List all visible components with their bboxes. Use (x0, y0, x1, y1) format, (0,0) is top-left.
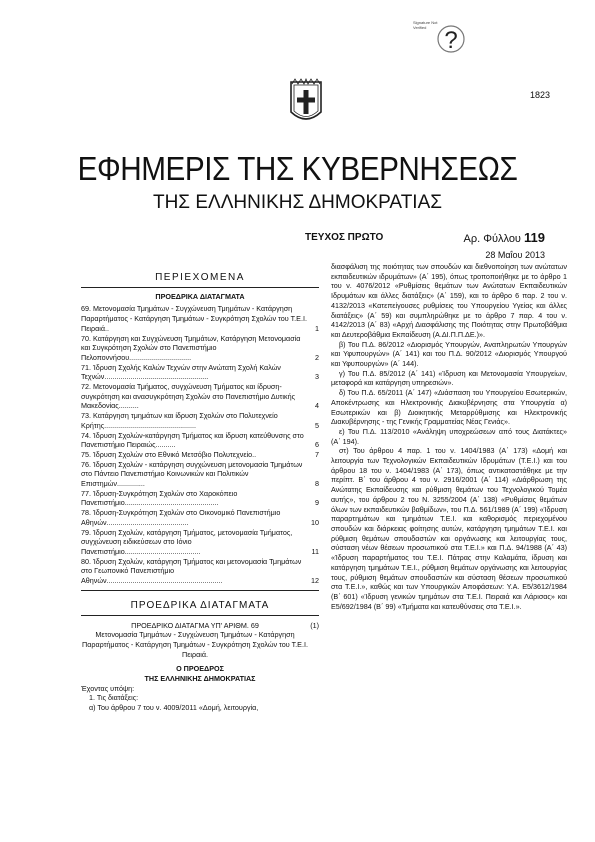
contents-item-text: 73. Κατάργηση τμημάτων και ίδρυση Σχολών στο Πολυτεχνείο Κρήτης.............................................. (81, 411, 278, 430)
contents-item-page: 6 (315, 440, 319, 450)
page-number: 1823 (529, 90, 550, 100)
contents-item-page: 4 (315, 401, 319, 411)
contents-item-page: 12 (311, 576, 319, 586)
president-heading (81, 664, 319, 683)
president-line-2: ΤΗΣ ΕΛΛΗΝΙΚΗΣ ΔΗΜΟΚΡΑΤΙΑΣ (144, 674, 256, 684)
decree-title: ΠΡΟΕΔΡΙΚΟ ΔΙΑΤΑΓΜΑ ΥΠ' ΑΡΙΘΜ. 69 (131, 620, 259, 630)
greek-coat-of-arms-icon (289, 78, 323, 126)
contents-item[interactable] (81, 557, 319, 586)
body-line: Έχοντας υπόψη: (81, 683, 135, 693)
divider (81, 590, 319, 591)
contents-item-text: 79. Ίδρυση Σχολών, κατάργηση Τμήματος, μετονομασία Τμήματος, συγχώνευση ειδικεύσεων στο Ιόνιο Πανεπιστήμιο...................................... (81, 527, 293, 556)
body-line: 1. Τις διατάξεις: (89, 693, 139, 703)
contents-heading: ΠΕΡΙΕΧΟΜΕΝΑ (155, 272, 245, 283)
body-paragraph: στ) Του άρθρου 4 παρ. 1 του ν. 1404/1983 (Α΄ 173) «Δομή και λειτουργία των Τεχνολογικών Εκπαιδευτικών Ιδρυμάτων (Τ.Ε.Ι.) και του άρθρου 18 του ν. 1404/1983 (Α΄ 173), όπως αντικαταστάθηκε με την περίπτ. Β΄ του άρθρου 4 του ν. 2916/2001 (Α΄ 114) «Διάρθρωση της Ανώτατης Εκπαίδευσης και ρύθμιση θεμάτων του Τεχνολογικού Τομέα αυτής», του άρθρου 2 του Ν. 3255/2004 (Α΄ 138) «Ρυθμίσεις θεμάτων όλων των εκπαιδευτικών βαθμίδων», του Π.Δ. 561/1989 (Α΄ 199) «Ίδρυση παραρτημάτων και τμημάτων Τ.Ε.Ι. και καθορισμός περιεχομένου σπουδών και διάρκειας φοίτησης αυτών, κατάργηση τμημάτων Τ.Ε.Ι. και ρύθμιση θεμάτων σπουδαστών και οργάνωσης και λειτουργίας τους, σύσταση νέων θέσεων προσωπικού στα Τ.Ε.Ι.» και Π.Δ. 94/1988 (Α΄ 43) «Ίδρυση παραρτήματος του Τ.Ε.Ι. Πάτρας στην Καλαμάτα, ίδρυση και κατάργηση τμημάτων Τ.Ε.Ι., ρύθμιση θεμάτων οργάνωσης και λειτουργίας τους, ρύθμιση θεμάτων σπουδαστών και σύσταση θέσεων προσωπικού στα Τ.Ε.Ι.», καθώς και των Υπουργικών Αποφάσεων: Υ.Α. Ε5/3612/1984 (Β΄ 601) «Ίδρυση γενικών τμημάτων στα Τ.Ε.Ι. Πειραιά και Λάρισας» και Ε5/692/1984 (Β΄ 99) «Τμήματα και κατευθύνσεις στα Τ.Ε.Ι.». (331, 446, 567, 611)
sheet-number-value: 119 (524, 230, 545, 245)
contents-item-page: 10 (311, 517, 319, 527)
contents-item-text: 70. Κατάργηση και Συγχώνευση Τμημάτων, Κατάργηση Μετονομασία και Συγκρότηση Σχολών στο Πανεπιστήμιο Πελοποννήσου............................... (81, 333, 301, 362)
contents-item[interactable] (81, 382, 319, 411)
decree-marker: (1) (310, 620, 319, 630)
contents-item[interactable] (81, 460, 319, 489)
signature-check-icon (435, 22, 467, 56)
contents-item[interactable] (81, 411, 319, 430)
issue-date: 28 Μαΐου 2013 (485, 250, 545, 260)
contents-item-text: 72. Μετονομασία Τμήματος, συγχώνευση Τμήματος και ίδρυση-συγκρότηση και ανασυγκρότηση Σχολών στο Πανεπιστήμιο Δυτικής Μακεδονίας.......... (81, 382, 296, 411)
contents-item-page: 7 (315, 449, 319, 459)
decree-subject: Μετονομασία Τμημάτων - Συγχώνευση Τμημάτων - Κατάργηση Παραρτήματος - Κατάργηση Τμημάτων - Συγκρότηση Σχολών του Τ.Ε.Ι. Πειραιά. (82, 630, 308, 659)
divider (81, 615, 319, 616)
contents-item[interactable] (81, 431, 319, 450)
body-paragraph: γ) Του Π.Δ. 85/2012 (Α΄ 141) «Ίδρυση και Μετονομασία Υπουργείων, μεταφορά και κατάργηση υπηρεσιών». (331, 368, 567, 388)
president-line-1: Ο ΠΡΟΕΔΡΟΣ (176, 664, 224, 674)
gazette-subtitle: ΤΗΣ ΕΛΛΗΝΙΚΗΣ ΔΗΜΟΚΡΑΤΙΑΣ (152, 192, 443, 213)
decrees-section-heading: ΠΡΟΕΔΡΙΚΑ ΔΙΑΤΑΓΜΑΤΑ (130, 599, 270, 611)
contents-item-page: 2 (315, 352, 319, 362)
svg-text:?: ? (444, 27, 458, 54)
left-column (81, 267, 319, 713)
contents-item[interactable] (81, 304, 319, 333)
divider (81, 287, 319, 288)
sheet-number (463, 230, 545, 245)
contents-item[interactable] (81, 528, 319, 557)
body-paragraph: διασφάλιση της ποιότητας των σπουδών και διεθνοποίηση των ανώτατων εκπαιδευτικών ιδρυμάτων» (Α΄ 195), όπως τροποποιήθηκε με το άρθρο 1 του ν. 4076/2012 «Ρυθμίσεις θεμάτων των Ανώτατων Εκπαιδευτικών Ιδρυμάτων και άλλες διατάξεις» (Α΄ 159), και το άρθρο 6 παρ. 2 του ν. 4132/2013 «Κατεπείγουσες ρυθμίσεις του Υπουργείου Υγείας και άλλες διατάξεις» (Α΄ 59) και συμπληρώθηκε με το άρθρο 7 παρ. 4 του ν. 4142/2013 (Α΄ 83) «Αρχή Διασφάλισης της Ποιότητας στην Πρωτοβάθμια και Δευτεροβάθμια Εκπαίδευση (Α.ΔΙ.Π.Π.ΔΕ.)». (331, 262, 567, 339)
contents-item[interactable] (81, 450, 319, 460)
body-paragraph: δ) Του Π.Δ. 65/2011 (Α΄ 147) «Διάσπαση του Υπουργείου Εσωτερικών, Αποκέντρωσης και Ηλεκτρονικής Διακυβέρνησης στα Υπουργεία α) Εσωτερικών και β) Διοικητικής Μεταρρύθμισης και Ηλεκτρονικής Διακυβέρνησης - της Γενικής Γραμματείας Νέας Γενιάς». (331, 388, 567, 427)
decree-heading (81, 621, 309, 660)
contents-item-text: 69. Μετονομασία Τμημάτων - Συγχώνευση Τμημάτων - Κατάργηση Παραρτήματος - Κατάργηση Τμημάτων - Συγκρότηση Σχολών του Τ.Ε.Ι. Πειραιά.. (81, 304, 307, 333)
gazette-title: ΕΦΗΜΕΡΙΣ ΤΗΣ ΚΥΒΕΡΝΗΣΕΩΣ (77, 150, 518, 187)
contents-item-text: 74. Ίδρυση Σχολών-κατάργηση Τμήματος και ίδρυση κατεύθυνσης στο Πανεπιστήμιο Πειραιώς.......... (81, 430, 304, 450)
right-column (331, 262, 567, 611)
contents-subheading: ΠΡΟΕΔΡΙΚΑ ΔΙΑΤΑΓΜΑΤΑ (155, 291, 245, 301)
contents-item-text: 78. Ίδρυση-Συγκρότηση Σχολών στο Οικονομικό Πανεπιστήμιο Αθηνών......................................... (81, 508, 281, 527)
contents-item-page: 11 (311, 546, 319, 556)
body-line: α) Του άρθρου 7 του ν. 4009/2011 «Δομή, λειτουργία, (89, 703, 259, 713)
decree-header (81, 621, 319, 660)
contents-item-page: 1 (315, 323, 319, 333)
contents-item-text: 80. Ίδρυση Σχολών, κατάργηση Τμήματος και μετονομασία Τμημάτων στο Γεωπονικό Πανεπιστήμιο Αθηνών.......................................................... (81, 556, 302, 586)
contents-item-text: 77. Ίδρυση-Συγκρότηση Σχολών στο Χαροκόπειο Πανεπιστήμιο............................................... (81, 488, 238, 508)
issue-label: ΤΕΥΧΟΣ ΠΡΩΤΟ (305, 232, 384, 243)
digital-signature-stamp (413, 20, 468, 60)
contents-item[interactable] (81, 508, 319, 527)
sheet-label: Αρ. Φύλλου (463, 233, 521, 245)
contents-item[interactable] (81, 334, 319, 363)
body-paragraph: ε) Του Π.Δ. 113/2010 «Ανάληψη υποχρεώσεων από τους Διατάκτες» (Α΄ 194). (331, 426, 567, 446)
contents-item[interactable] (81, 489, 319, 508)
contents-item-page: 5 (315, 420, 319, 430)
contents-item-text: 71. Ίδρυση Σχολής Καλών Τεχνών στην Ανώτατη Σχολή Καλών Τεχνών.................................................... (81, 362, 281, 382)
stamp-text: Signature Not Verified (413, 20, 438, 30)
contents-item-text: 76. Ίδρυση Σχολών - κατάργηση συγχώνευση μετονομασία Τμημάτων στο Πάντειο Πανεπιστήμιο Κοινωνικών και Πολιτικών Επιστημών.............. (81, 459, 303, 489)
body-paragraph: β) Του Π.Δ. 86/2012 «Διορισμός Υπουργών, Αναπληρωτών Υπουργών και Υφυπουργών» (Α΄ 141) και του Π.Δ. 90/2012 «Διορισμός Υπουργού και Υφυπουργών» (Α΄ 144). (331, 339, 567, 369)
contents-item[interactable] (81, 363, 319, 382)
contents-list (81, 304, 319, 585)
contents-item-text: 75. Ίδρυση Σχολών στο Εθνικό Μετσόβιο Πολυτεχνείο.. (81, 449, 257, 459)
contents-item-page: 8 (315, 479, 319, 489)
contents-item-page: 3 (315, 372, 319, 382)
contents-item-page: 9 (315, 498, 319, 508)
